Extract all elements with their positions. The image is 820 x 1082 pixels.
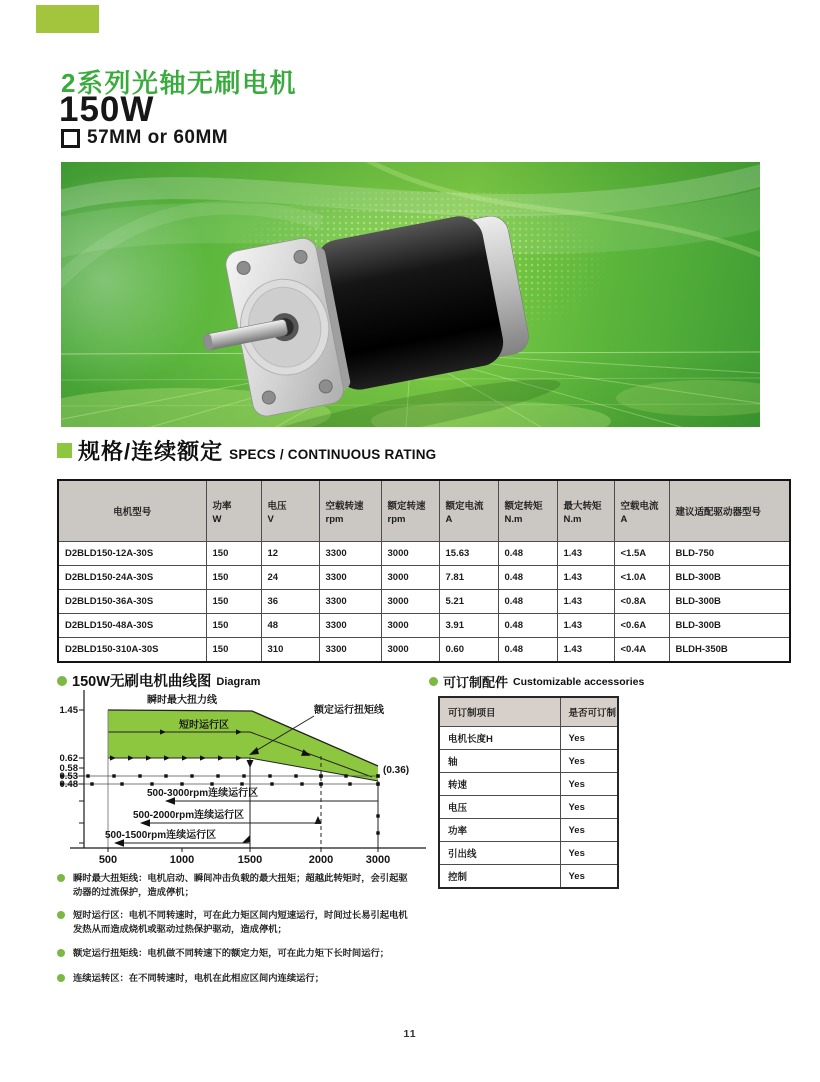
peak-line-label: 瞬时最大扭力线 [147,695,217,706]
rated-line-label: 额定运行扭矩线 [314,705,384,716]
spec-col-header: 电机型号 [58,480,206,542]
accessories-title-cn: 可订制配件 [443,675,509,690]
accessories-row [439,819,618,842]
accessories-row [439,727,618,750]
green-square-icon [57,443,72,458]
x-tick: 2000 [308,854,334,866]
green-dot-icon [429,677,438,686]
spec-table [57,479,791,663]
note-text: 额定运行扭矩线：电机做不同转速下的额定力矩，可在此力矩下长时间运行； [73,948,390,958]
diagram-title-cn: 150W无刷电机曲线图 [72,674,212,690]
spec-cell: 3.91 [439,614,498,638]
spec-cell: 150 [206,590,261,614]
accessories-cell: Yes [560,819,618,842]
spec-col-header: 建议适配驱动器型号 [669,480,790,542]
note-item [57,871,413,899]
banner-art [61,162,760,427]
spec-col-header: 额定电流 A [439,480,498,542]
spec-table-row [58,590,790,614]
accessories-row [439,865,618,889]
spec-cell: 3000 [381,614,439,638]
spec-cell: 36 [261,590,319,614]
spec-cell: 48 [261,614,319,638]
spec-cell: 0.48 [498,566,557,590]
spec-cell: <1.5A [614,542,669,566]
accessories-cell: 电压 [439,796,560,819]
page-number: 11 [403,1028,417,1040]
product-banner [61,162,760,427]
frame-size-label: 57MM or 60MM [87,127,229,148]
note-text: 短时运行区：电机不同转速时，可在此力矩区间内短速运行，时间过长易引起电机发热从而造成烧机或驱动过热保护驱动，造成停机； [73,910,408,934]
spec-cell: 1.43 [557,566,614,590]
accessories-section-header [429,672,644,691]
spec-cell: 3300 [319,590,381,614]
spec-cell: 0.48 [498,614,557,638]
green-dot-icon [57,676,67,686]
square-outline-icon [61,129,80,148]
notes-list [57,871,413,985]
accessories-cell: 轴 [439,750,560,773]
spec-cell: 3300 [319,542,381,566]
spec-cell: 5.21 [439,590,498,614]
spec-cell: 3300 [319,614,381,638]
spec-col-header: 空载转速 rpm [319,480,381,542]
spec-cell: 3000 [381,590,439,614]
green-dot-icon [57,974,65,982]
x-tick: 1000 [169,854,195,866]
accessories-header-row [439,697,618,727]
spec-cell: BLD-750 [669,542,790,566]
spec-cell: 1.43 [557,614,614,638]
y-tick: 0.62 [59,753,78,764]
end-value-label: (0.36) [383,765,410,776]
zone-1500-label: 500-1500rpm连续运行区 [105,830,217,841]
spec-cell: 3000 [381,566,439,590]
spec-cell: 3000 [381,638,439,663]
spec-cell: 0.48 [498,542,557,566]
spec-cell: 1.43 [557,590,614,614]
spec-cell: 150 [206,638,261,663]
spec-cell: 310 [261,638,319,663]
accessories-row [439,796,618,819]
accessories-title-en: Customizable accessories [513,676,645,688]
spec-cell: BLD-300B [669,614,790,638]
series-title: 2系列光轴无刷电机 [61,68,297,98]
spec-col-header: 空载电流 A [614,480,669,542]
spec-col-header: 额定转速 rpm [381,480,439,542]
specs-title-en: SPECS / CONTINUOUS RATING [229,447,437,462]
spec-cell: 0.48 [498,638,557,663]
spec-cell: 150 [206,542,261,566]
spec-cell: <1.0A [614,566,669,590]
spec-cell: D2BLD150-48A-30S [58,614,206,638]
note-item [57,908,413,936]
accessories-col-header: 是否可订制 [560,697,618,727]
spec-cell: 7.81 [439,566,498,590]
spec-cell: D2BLD150-12A-30S [58,542,206,566]
spec-col-header: 电压 V [261,480,319,542]
note-item [57,971,413,985]
x-tick: 1500 [237,854,263,866]
accessories-cell: 控制 [439,865,560,889]
power-title: 150W [59,90,155,129]
green-dot-icon [57,911,65,919]
accessories-cell: Yes [560,727,618,750]
accessories-cell: Yes [560,773,618,796]
spec-table-row [58,638,790,663]
spec-cell: BLD-300B [669,566,790,590]
accessories-cell: 引出线 [439,842,560,865]
torque-envelope-area [108,710,378,781]
accessories-cell: 电机长度H [439,727,560,750]
x-tick: 3000 [365,854,391,866]
specs-section-header [57,441,436,463]
specs-title-cn: 规格/连续额定 [78,439,224,464]
y-tick: 1.45 [59,705,78,716]
zone-2000-label: 500-2000rpm连续运行区 [133,810,245,821]
spec-cell: 12 [261,542,319,566]
spec-cell: 15.63 [439,542,498,566]
accessories-cell: Yes [560,796,618,819]
short-zone-label: 短时运行区 [179,720,229,731]
spec-col-header: 额定转矩 N.m [498,480,557,542]
spec-cell: 150 [206,614,261,638]
spec-cell: 3300 [319,638,381,663]
x-tick: 500 [98,854,118,866]
accessories-cell: Yes [560,750,618,773]
note-text: 瞬时最大扭矩线：电机启动、瞬间冲击负载的最大扭矩；超越此转矩时，会引起驱动器的过流保护，造成停机； [73,873,408,897]
spec-table-row [58,566,790,590]
accessories-row [439,750,618,773]
spec-cell: 24 [261,566,319,590]
accessories-row [439,842,618,865]
spec-header-row [58,480,790,542]
accessories-cell: 转速 [439,773,560,796]
green-dot-icon [57,949,65,957]
accessories-table [438,696,619,889]
accessories-cell: Yes [560,842,618,865]
diagram-title-en: Diagram [216,675,261,688]
spec-table-row [58,542,790,566]
accessories-row [439,773,618,796]
brand-color-block [36,5,99,33]
spec-cell: 1.43 [557,638,614,663]
torque-curve-chart [46,686,438,886]
y-tick: 0.48 [59,779,78,790]
note-item [57,946,413,960]
spec-cell: 150 [206,566,261,590]
spec-cell: <0.8A [614,590,669,614]
spec-cell: <0.4A [614,638,669,663]
spec-cell: <0.6A [614,614,669,638]
spec-cell: 1.43 [557,542,614,566]
accessories-cell: 功率 [439,819,560,842]
note-text: 连续运转区：在不同转速时，电机在此相应区间内连续运行； [73,973,325,983]
spec-col-header: 功率 W [206,480,261,542]
spec-table-row [58,614,790,638]
spec-cell: D2BLD150-24A-30S [58,566,206,590]
y-tick: 0.53 [59,771,78,782]
spec-cell: D2BLD150-36A-30S [58,590,206,614]
spec-cell: BLD-300B [669,590,790,614]
spec-cell: 0.48 [498,590,557,614]
spec-col-header: 最大转矩 N.m [557,480,614,542]
y-tick: 0.58 [59,763,78,774]
spec-cell: 0.60 [439,638,498,663]
spec-cell: BLDH-350B [669,638,790,663]
spec-cell: 3000 [381,542,439,566]
zone-3000-label: 500-3000rpm连续运行区 [147,788,259,799]
accessories-cell: Yes [560,865,618,889]
accessories-col-header: 可订制项目 [439,697,560,727]
green-dot-icon [57,874,65,882]
spec-cell: D2BLD150-310A-30S [58,638,206,663]
frame-size-title [61,127,228,149]
spec-cell: 3300 [319,566,381,590]
